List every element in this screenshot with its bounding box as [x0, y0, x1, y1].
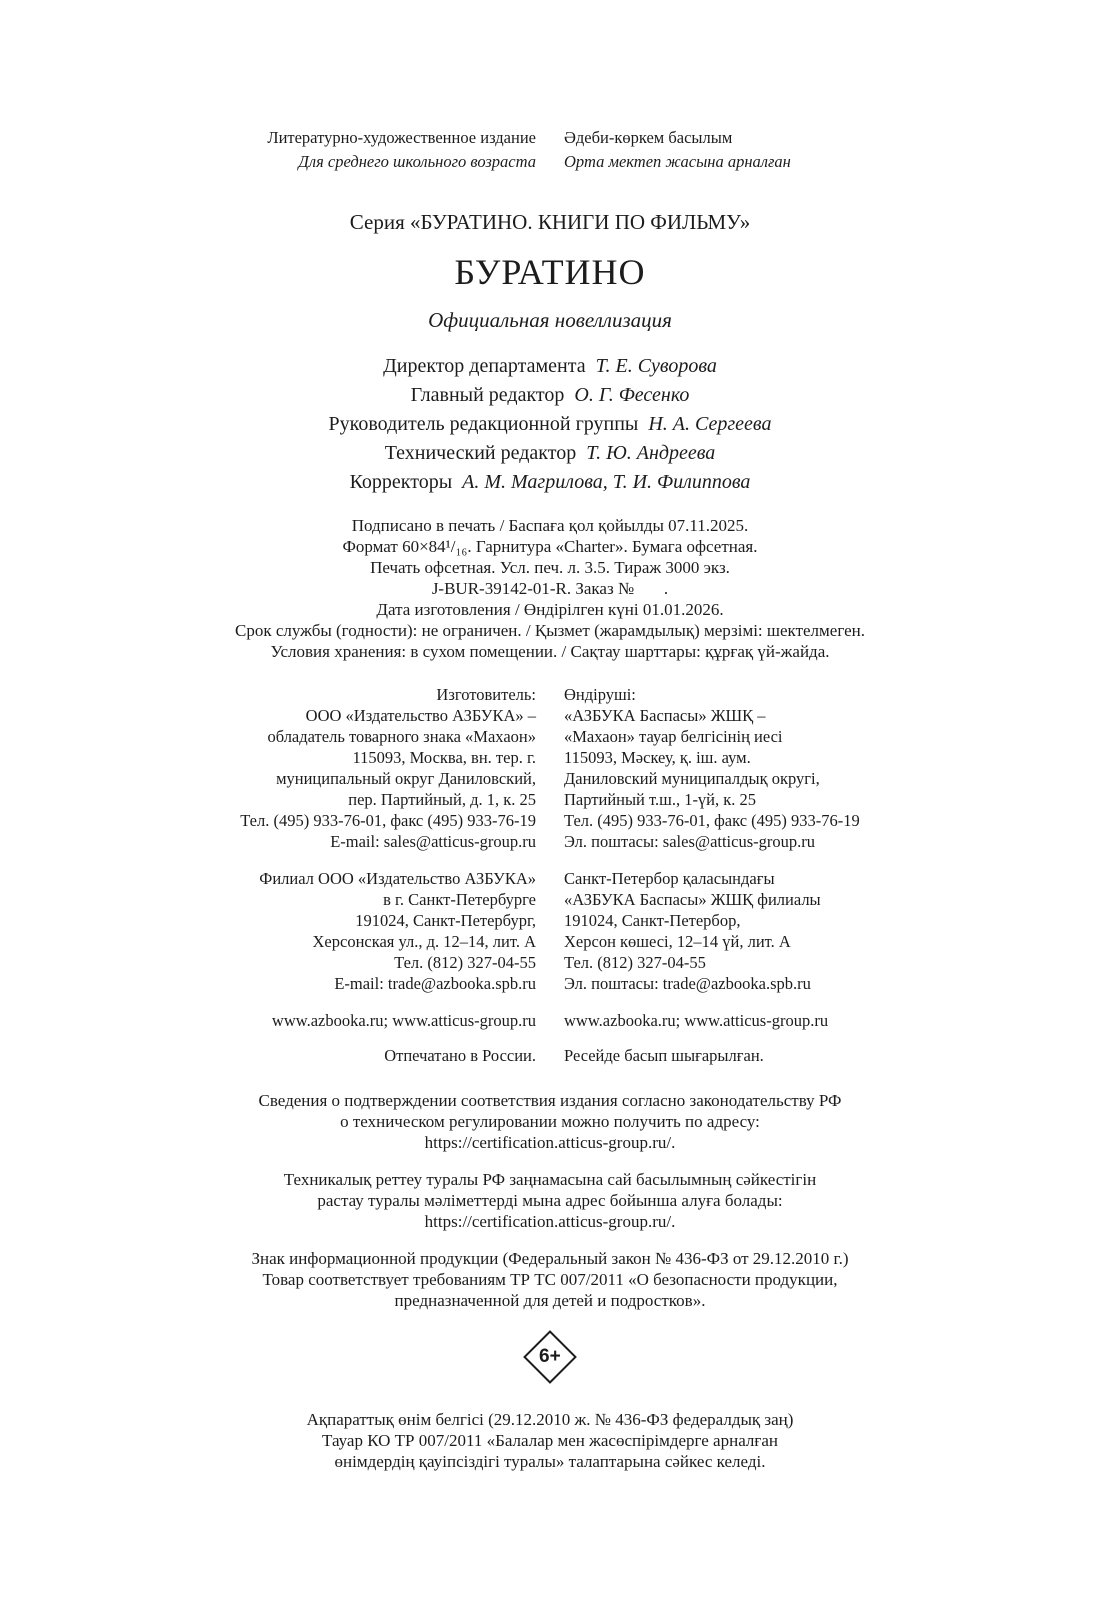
branch-kz-line: Санкт-Петербор қаласындағы [564, 869, 775, 888]
staff-list [100, 352, 1000, 497]
branch-ru [100, 868, 536, 994]
edition-type-ru: Литературно-художественное издание [267, 128, 536, 147]
staff-role: Технический редактор [384, 442, 577, 464]
manufacturer-ru-line: Тел. (495) 933-76-01, факс (495) 933-76-19 [240, 811, 536, 830]
book-subtitle: Официальная новеллизация [428, 308, 672, 332]
info-sign-kz [100, 1409, 1000, 1472]
staff-line [100, 352, 1000, 381]
age-rating-badge [523, 1330, 577, 1384]
series-title: Серия «БУРАТИНО. КНИГИ ПО ФИЛЬМУ» [349, 210, 751, 234]
staff-name: А. М. Магрилова, Т. И. Филиппова [462, 471, 751, 493]
manufacturer-ru-line: Изготовитель: [436, 685, 536, 704]
manufacturer-kz-line: Өндіруші: [564, 685, 636, 704]
edition-audience-ru: Для среднего школьного возраста [298, 152, 536, 171]
branch-ru-line: Тел. (812) 327-04-55 [394, 953, 536, 972]
certification-kz-line: растау туралы мәліметтерді мына адрес бойынша алуға болады: [317, 1191, 783, 1210]
print-info-line: J-BUR-39142-01-R. Заказ № . [431, 579, 669, 598]
websites-ru: www.azbooka.ru; www.atticus-group.ru [271, 1011, 536, 1030]
branch-ru-line: в г. Санкт-Петербурге [383, 890, 536, 909]
info-sign-ru [100, 1248, 1000, 1311]
edition-note-kz [564, 126, 1000, 174]
staff-role: Директор департамента [383, 355, 586, 377]
manufacturer-block [100, 684, 1000, 852]
manufacturer-kz-line: Партийный т.ш., 1-үй, к. 25 [564, 790, 757, 809]
certification-kz-line: https://certification.atticus-group.ru/. [424, 1212, 676, 1231]
info-sign-kz-line: өнімдердің қауіпсіздігі туралы» талаптарына сәйкес келеді. [334, 1452, 766, 1471]
manufacturer-ru-line: ООО «Издательство АЗБУКА» – [305, 706, 536, 725]
edition-type-kz: Әдеби-көркем басылым [564, 128, 733, 147]
staff-role: Руководитель редакционной группы [328, 413, 639, 435]
certification-ru-line: Сведения о подтверждении соответствия издания согласно законодательству РФ [258, 1091, 842, 1110]
branch-kz-line: «АЗБУКА Баспасы» ЖШҚ филиалы [564, 890, 821, 909]
printed-ru: Отпечатано в России. [384, 1046, 536, 1065]
info-sign-kz-line: Тауар КО ТР 007/2011 «Балалар мен жасөспірімдерге арналған [321, 1431, 778, 1450]
manufacturer-kz-line: 115093, Мәскеу, қ. іш. аум. [564, 748, 751, 767]
staff-line [100, 468, 1000, 497]
edition-note-ru [100, 126, 536, 174]
certification-ru-line: https://certification.atticus-group.ru/. [424, 1133, 676, 1152]
staff-role: Корректоры [349, 471, 453, 493]
print-info-line: Подписано в печать / Баспаға қол қойылды 07.11.2025. [351, 516, 749, 535]
manufacturer-ru-line: E-mail: sales@atticus-group.ru [330, 832, 536, 851]
websites-kz: www.azbooka.ru; www.atticus-group.ru [564, 1011, 829, 1030]
manufacturer-kz-line: Эл. поштасы: sales@atticus-group.ru [564, 832, 815, 851]
certification-ru [100, 1090, 1000, 1153]
manufacturer-ru-line: муниципальный округ Даниловский, [276, 769, 536, 788]
staff-name: Т. Е. Суворова [595, 355, 717, 377]
printed-kz: Ресейде басып шығарылған. [564, 1046, 764, 1065]
branch-kz-line: 191024, Санкт-Петербор, [564, 911, 741, 930]
branch-kz-line: Тел. (812) 327-04-55 [564, 953, 706, 972]
staff-name: Н. А. Сергеева [648, 413, 772, 435]
branch-block [100, 868, 1000, 994]
age-badge-wrap [100, 1329, 1000, 1385]
staff-name: О. Г. Фесенко [574, 384, 690, 406]
age-rating-label: 6+ [539, 1345, 561, 1367]
manufacturer-kz-line: Тел. (495) 933-76-01, факс (495) 933-76-19 [564, 811, 860, 830]
edition-note [100, 126, 1000, 174]
printed-block [100, 1045, 1000, 1066]
info-sign-ru-line: Знак информационной продукции (Федеральный закон № 436-ФЗ от 29.12.2010 г.) [251, 1249, 849, 1268]
manufacturer-kz-line: Даниловский муниципалдық округі, [564, 769, 820, 788]
certification-kz-line: Техникалық реттеу туралы РФ заңнамасына сай басылымның сәйкестігін [283, 1170, 817, 1189]
branch-kz-line: Эл. поштасы: trade@azbooka.spb.ru [564, 974, 811, 993]
branch-ru-line: E-mail: trade@azbooka.spb.ru [334, 974, 536, 993]
manufacturer-ru-line: пер. Партийный, д. 1, к. 25 [348, 790, 536, 809]
book-title: БУРАТИНО [454, 252, 646, 292]
manufacturer-ru-line: обладатель товарного знака «Махаон» [267, 727, 536, 746]
print-info-line: Печать офсетная. Усл. печ. л. 3.5. Тираж 3000 экз. [370, 558, 730, 577]
edition-audience-kz: Орта мектеп жасына арналған [564, 152, 791, 171]
websites-block [100, 1010, 1000, 1031]
staff-line [100, 381, 1000, 410]
manufacturer-kz-line: «АЗБУКА Баспасы» ЖШҚ – [564, 706, 766, 725]
manufacturer-ru [100, 684, 536, 852]
manufacturer-kz-line: «Махаон» тауар белгісінің иесі [564, 727, 783, 746]
info-sign-ru-line: Товар соответствует требованиям ТР ТС 007/2011 «О безопасности продукции, [262, 1270, 838, 1289]
branch-kz-line: Херсон көшесі, 12–14 үй, лит. А [564, 932, 791, 951]
certification-kz [100, 1169, 1000, 1232]
print-info [100, 515, 1000, 662]
print-info-line: Формат 60×84¹/₁₆. Гарнитура «Charter». Бумага офсетная. [342, 537, 758, 556]
staff-line [100, 410, 1000, 439]
certification-ru-line: о техническом регулировании можно получить по адресу: [340, 1112, 760, 1131]
manufacturer-ru-line: 115093, Москва, вн. тер. г. [352, 748, 536, 767]
staff-role: Главный редактор [410, 384, 565, 406]
branch-ru-line: Херсонская ул., д. 12–14, лит. А [312, 932, 536, 951]
info-sign-ru-line: предназначенной для детей и подростков». [394, 1291, 706, 1310]
print-info-line: Срок службы (годности): не ограничен. / Қызмет (жарамдылық) мерзімі: шектелмеген. [235, 621, 865, 640]
staff-name: Т. Ю. Андреева [586, 442, 716, 464]
staff-line [100, 439, 1000, 468]
branch-ru-line: Филиал ООО «Издательство АЗБУКА» [259, 869, 536, 888]
info-sign-kz-line: Ақпараттық өнім белгісі (29.12.2010 ж. № 436-ФЗ федералдық заң) [306, 1410, 794, 1429]
print-info-line: Дата изготовления / Өндірілген күні 01.01.2026. [376, 600, 724, 619]
manufacturer-kz [564, 684, 1000, 852]
print-info-line: Условия хранения: в сухом помещении. / Сақтау шарттары: құрғақ үй-жайда. [270, 642, 830, 661]
branch-kz [564, 868, 1000, 994]
branch-ru-line: 191024, Санкт-Петербург, [355, 911, 536, 930]
